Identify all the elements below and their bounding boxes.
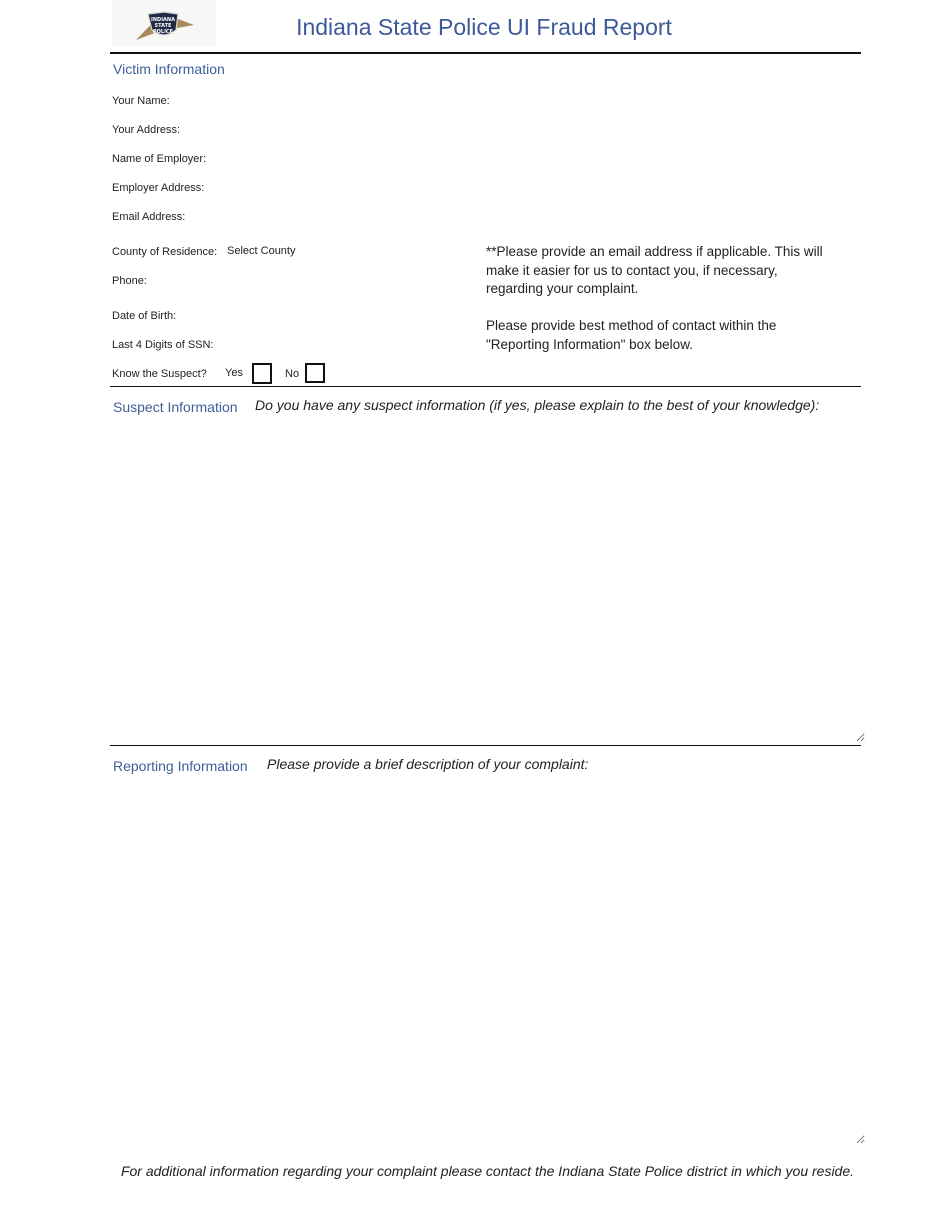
- yes-label: Yes: [225, 367, 243, 379]
- logo-text-line1: INDIANA: [151, 17, 175, 23]
- your-name-field[interactable]: [178, 93, 482, 111]
- email-address-label: Email Address:: [112, 211, 186, 223]
- county-label: County of Residence:: [112, 246, 218, 258]
- your-name-label: Your Name:: [112, 95, 170, 107]
- know-suspect-label: Know the Suspect?: [112, 368, 207, 380]
- employer-address-label: Employer Address:: [112, 182, 205, 194]
- ssn-field[interactable]: [216, 337, 470, 355]
- header-divider: [110, 52, 861, 54]
- suspect-info-textarea[interactable]: [110, 420, 865, 742]
- email-note: **Please provide an email address if applicable. This will make it easier for us to contact you, if necessary, regarding your complaint.: [486, 244, 823, 296]
- county-select[interactable]: Select County: [227, 245, 296, 257]
- page-title: Indiana State Police UI Fraud Report: [296, 14, 672, 40]
- no-label: No: [285, 368, 300, 380]
- phone-label: Phone:: [112, 275, 147, 287]
- dob-label: Date of Birth:: [112, 310, 177, 322]
- footer-note: For additional information regarding your complaint please contact the Indiana State Police district in which you reside.: [120, 1163, 855, 1179]
- logo-text-line2: STATE: [154, 23, 172, 29]
- employer-name-label: Name of Employer:: [112, 153, 207, 165]
- employer-address-field[interactable]: [212, 180, 516, 198]
- reporting-prompt: Please provide a brief description of your complaint:: [267, 756, 589, 772]
- email-address-field[interactable]: [192, 209, 496, 227]
- suspect-section-divider: [110, 745, 861, 746]
- your-address-label: Your Address:: [112, 124, 181, 136]
- police-badge-icon: [112, 0, 216, 46]
- victim-section-divider: [110, 386, 861, 387]
- employer-name-field[interactable]: [215, 151, 519, 169]
- suspect-section-label: Suspect Information: [113, 399, 238, 415]
- logo-text-line3: POLICE: [152, 29, 174, 35]
- reporting-section-label: Reporting Information: [113, 758, 248, 774]
- victim-section-label: Victim Information: [113, 61, 225, 77]
- no-checkbox[interactable]: [305, 363, 325, 383]
- your-address-field[interactable]: [188, 122, 492, 140]
- phone-field[interactable]: [152, 273, 456, 291]
- suspect-prompt: Do you have any suspect information (if yes, please explain to the best of your knowledge):: [255, 397, 820, 413]
- isp-logo: [112, 0, 216, 46]
- complaint-textarea[interactable]: [110, 780, 865, 1144]
- ssn-label: Last 4 Digits of SSN:: [112, 339, 214, 351]
- dob-field[interactable]: [186, 308, 470, 326]
- contact-method-note: Please provide best method of contact within the "Reporting Information" box below.: [486, 318, 777, 352]
- yes-checkbox[interactable]: [252, 363, 272, 384]
